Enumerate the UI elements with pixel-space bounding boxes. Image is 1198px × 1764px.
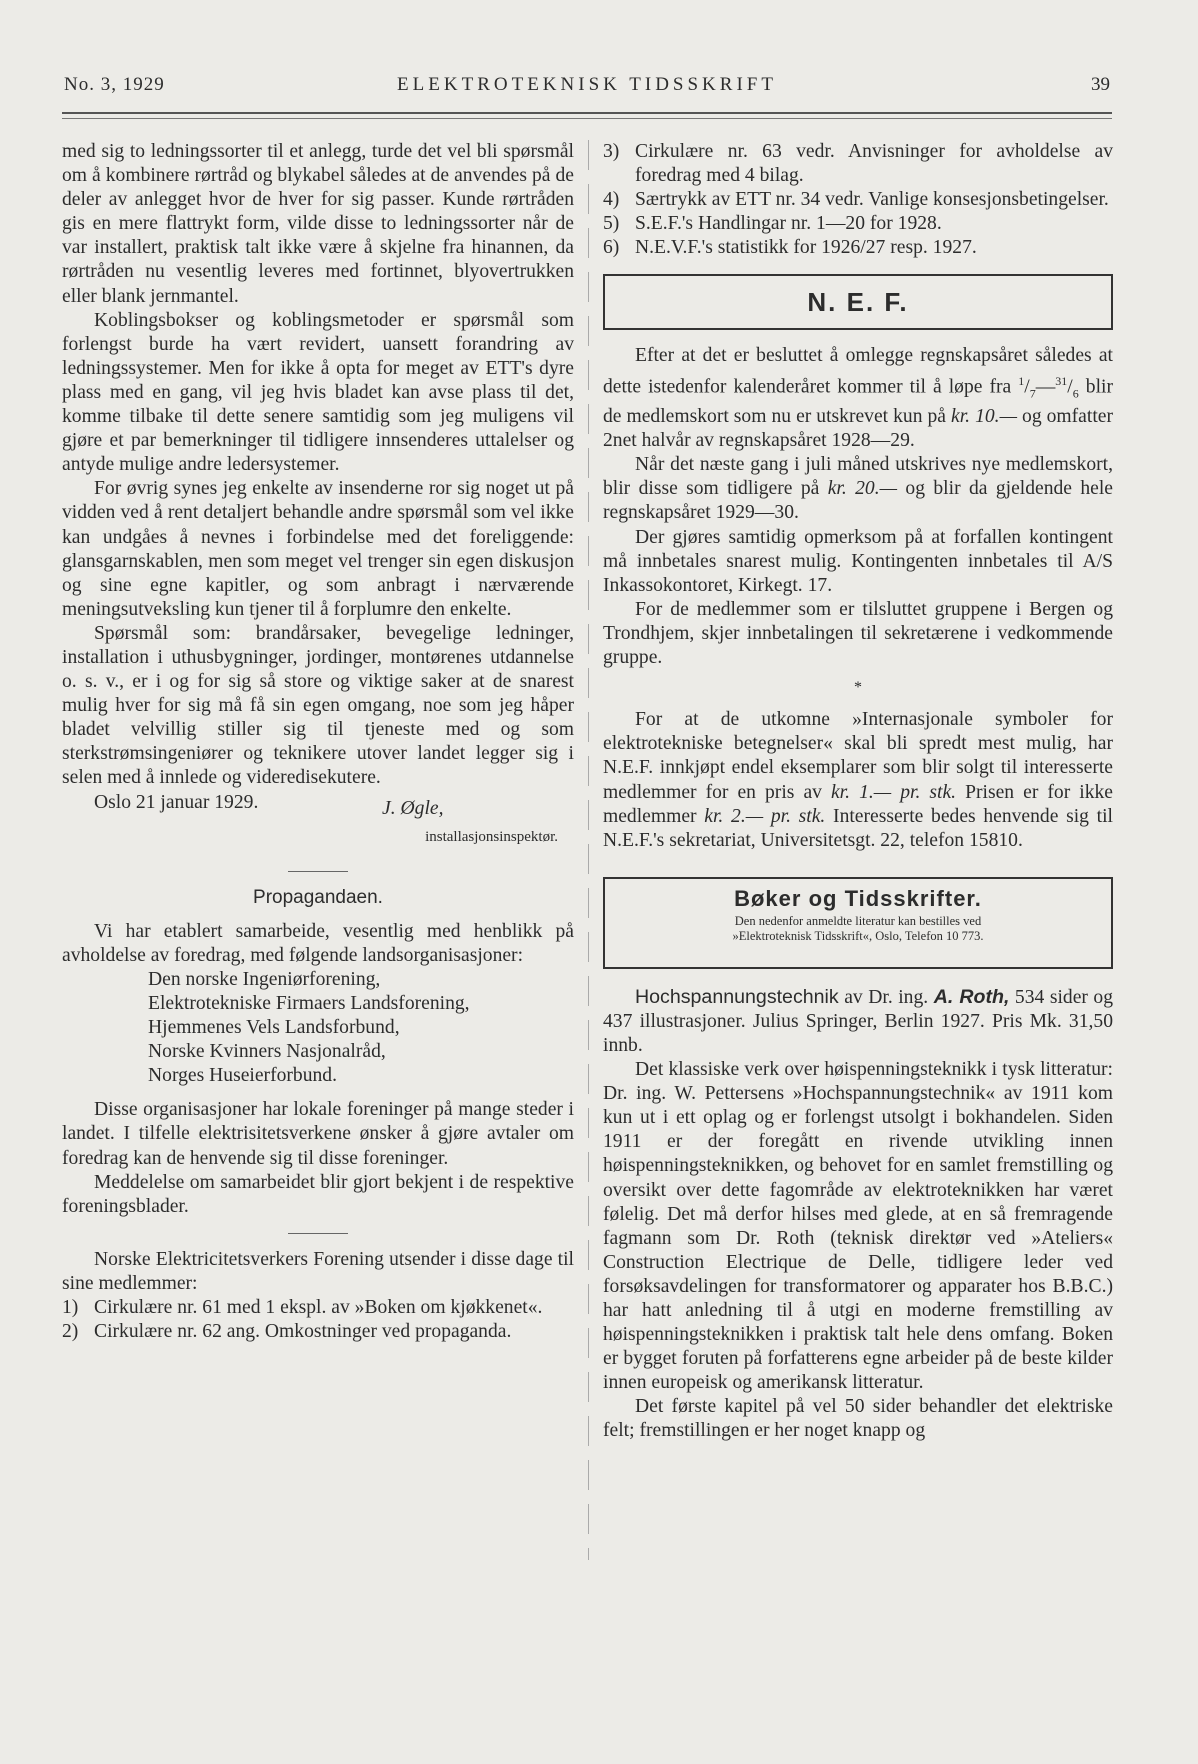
left-column — [62, 140, 574, 1344]
separator-asterisk: * — [854, 679, 862, 697]
paragraph: Efter at det er besluttet å omlegge regnskapsåret således at dette istedenfor kalenderåret kommer til å løpe fra $^1/_7—^{31}/_6$ blir de medlemskort som nu er utskrevet kun på kr. 10.— og omfatter 2net halvår av regnskapsåret 1928—29. — [603, 345, 1113, 452]
signature-name: J. Øgle, — [382, 797, 444, 819]
nef-heading-box — [603, 274, 1113, 330]
circular-list — [603, 140, 1113, 260]
paragraph: Når det næste gang i juli måned utskrives nye medlemskort, blir disse som tidligere på kr. 20.— og blir da gjeldende hele regnskapsåret 1929—30. — [603, 454, 1113, 524]
section-title-propaganda: Propagandaen. — [253, 886, 383, 908]
list-item: Norges Huseierforbund. — [148, 1065, 338, 1087]
signature — [62, 791, 574, 819]
list-item: 1) Cirkulære nr. 61 med 1 ekspl. av »Boken om kjøkkenet«. — [62, 1297, 543, 1319]
list-item: 4) Særtrykk av ETT nr. 34 vedr. Vanlige konsesjonsbetingelser. — [603, 189, 1109, 211]
paragraph: Norske Elektricitetsverkers Forening utsender i disse dage til sine medlemmer: — [62, 1248, 574, 1294]
list-item: Norske Kvinners Nasjonalråd, — [148, 1041, 386, 1063]
section-title-books: Bøker og Tidsskrifter. — [734, 885, 982, 911]
paragraph: For de medlemmer som er tilsluttet gruppene i Bergen og Trondhjem, skjer innbetalingen til sekretærene i vedkommende gruppe. — [603, 598, 1113, 669]
list-item: Elektrotekniske Firmaers Landsforening, — [148, 993, 470, 1014]
paragraph: Der gjøres samtidig opmerksom på at forfallen kontingent må innbetales snarest mulig. Kontingenten innbetales til A/S Inkassokontoret, Kirkegt. 17. — [603, 526, 1113, 596]
column-divider — [588, 140, 589, 1560]
list-item: Hjemmenes Vels Landsforbund, — [148, 1017, 400, 1039]
book-author: A. Roth, — [933, 985, 1010, 1008]
paragraph: med sig to ledningssorter til et anlegg, turde det vel bli spørsmål om å kombinere rørtråd og blykabel således at de anvendes på de deler av anlegget hvor de hver for sig passer. Kunde rørtråden gis en mere flattrykt form, vilde disse to ledningssorter når de var installert, praktisk talt ikke være å skjelne fra hinannen, da rørtråden nu vesentlig leveres med fortinnet, blyovertrukken eller blank jernmantel. — [62, 141, 574, 307]
paragraph: Disse organisasjoner har lokale foreninger på mange steder i landet. I tilfelle elektrisitetsverkene ønsker å gjøre avtaler om foredrag kan de henvende sig til disse foreninger. — [62, 1099, 574, 1169]
paragraph: Vi har etablert samarbeide, vesentlig med henblikk på avholdelse av foredrag, med følgende landsorganisasjoner: — [62, 920, 574, 966]
circular-list — [62, 1296, 574, 1344]
paragraph: Spørsmål som: brandårsaker, bevegelige ledninger, installation i uthusbygninger, jordinger, montørenes utdannelse o. s. v., er i og for sig så store og viktige saker at de snarest mulig hver for sig må få sin egen omgang, noe som jeg håper bladet velvillig stiller sig til tjeneste med og som sterkstrømsingeniører og teknikere utover landet legger sig i selen med å innlede og videredisekutere. — [62, 622, 574, 789]
book-entry: Hochspannungstechnik av Dr. ing. A. Roth, 534 sider og 437 illustrasjoner. Julius Springer, Berlin 1927. Pris Mk. 31,50 innb. — [603, 985, 1114, 1056]
book-title: Hochspannungstechnik — [635, 985, 839, 1008]
paragraph: For øvrig synes jeg enkelte av insenderne ror sig noget ut på vidden ved å rent detaljert behandle andre spørsmål som vel ikke kan undgåes å nevnes i forbindelse med det foreliggende: glansgarnskablen, men som meget vel trenger sin egen diskusjon og sine egne kapitler, og som anbragt i nærværende meningsutveksling kun tjener til å forplumre den enkelte. — [62, 478, 574, 620]
right-column — [603, 140, 1113, 1444]
page-header — [64, 74, 1110, 100]
issue-number: No. 3, 1929 — [64, 74, 165, 95]
list-item: 3) Cirkulære nr. 63 vedr. Anvisninger for avholdelse av foredrag med 4 bilag. — [603, 141, 1113, 187]
list-item: 6) N.E.V.F.'s statistikk for 1926/27 resp. 1927. — [603, 237, 977, 259]
header-rule — [62, 112, 1112, 119]
page-number: 39 — [1091, 74, 1110, 95]
list-item: Den norske Ingeniørforening, — [148, 968, 381, 990]
paragraph: For at de utkomne »Internasjonale symboler for elektrotekniske betegnelser« skal bli spredt mest mulig, har N.E.F. innkjøpt endel eksemplarer som blir solgt til interesserte medlemmer for en pris av kr. 1.— pr. stk. Prisen er for ikke medlemmer kr. 2.— pr. stk. Interesserte bedes henvende sig til N.E.F.'s sekretariat, Universitetsgt. 22, telefon 15810. — [603, 709, 1113, 851]
section-divider — [288, 871, 348, 872]
signature-title: installasjonsinspektør. — [425, 828, 558, 845]
section-title-nef: N. E. F. — [807, 287, 909, 318]
paragraph: Det klassiske verk over høispenningsteknikk i tysk litteratur: Dr. ing. W. Pettersens »Hochspannungstechnik« av 1911 kom kun ut i ett oplag og er forlengst utsolgt i bokhandelen. Siden 1911 er der foregått en rivende utvikling innen høispenningsteknikken, og behovet for en samlet fremstilling og oversikt over dette fagområde av elektroteknikken har været følelig. Det må derfor hilses med glede, at en så fremragende fagmann som Dr. Roth (teknisk direktør ved »Ateliers« Construction Electrique de Delle, tidligere leder ved forsøksavdelingen for transformatorer og apparater hos B.B.C.) har hatt anledning til å utgi en moderne fremstilling av høispenningsteknikken i praktisk talt hele dens omfang. Boken er bygget foruten på forfatterens egne arbeider på de beste kilder innen europeisk og amerikansk litteratur. — [603, 1059, 1113, 1394]
paragraph: Det første kapitel på vel 50 sider behandler det elektriske felt; fremstillingen er her noget knapp og — [603, 1396, 1113, 1442]
list-item: 5) S.E.F.'s Handlingar nr. 1—20 for 1928. — [603, 213, 942, 235]
paragraph: Koblingsbokser og koblingsmetoder er spørsmål som forlengst burde ha vært revidert, uansett forandring av ledningssystemer. Men for ikke å opta for meget av ETT's dyre plass med en gang, vil jeg hvis bladet kan avse plass til det, komme tilbake til dette senere samtidig som jeg muligens vil gjøre et par bemerkninger til tidligere innsenderes uttalelser og antyde mulige andre ledersystemer. — [62, 309, 574, 476]
organization-list — [62, 968, 574, 1088]
journal-title: ELEKTROTEKNISK TIDSSKRIFT — [397, 74, 777, 95]
books-heading-box — [603, 877, 1113, 969]
books-note: Den nedenfor anmeldte literatur kan bestilles ved »Elektroteknisk Tidsskrift«, Oslo, Telefon 10 773. — [732, 913, 984, 943]
list-item: 2) Cirkulære nr. 62 ang. Omkostninger ved propaganda. — [62, 1321, 512, 1343]
signature-date: Oslo 21 januar 1929. — [94, 791, 259, 813]
paragraph: Meddelelse om samarbeidet blir gjort bekjent i de respektive foreningsblader. — [62, 1171, 574, 1217]
